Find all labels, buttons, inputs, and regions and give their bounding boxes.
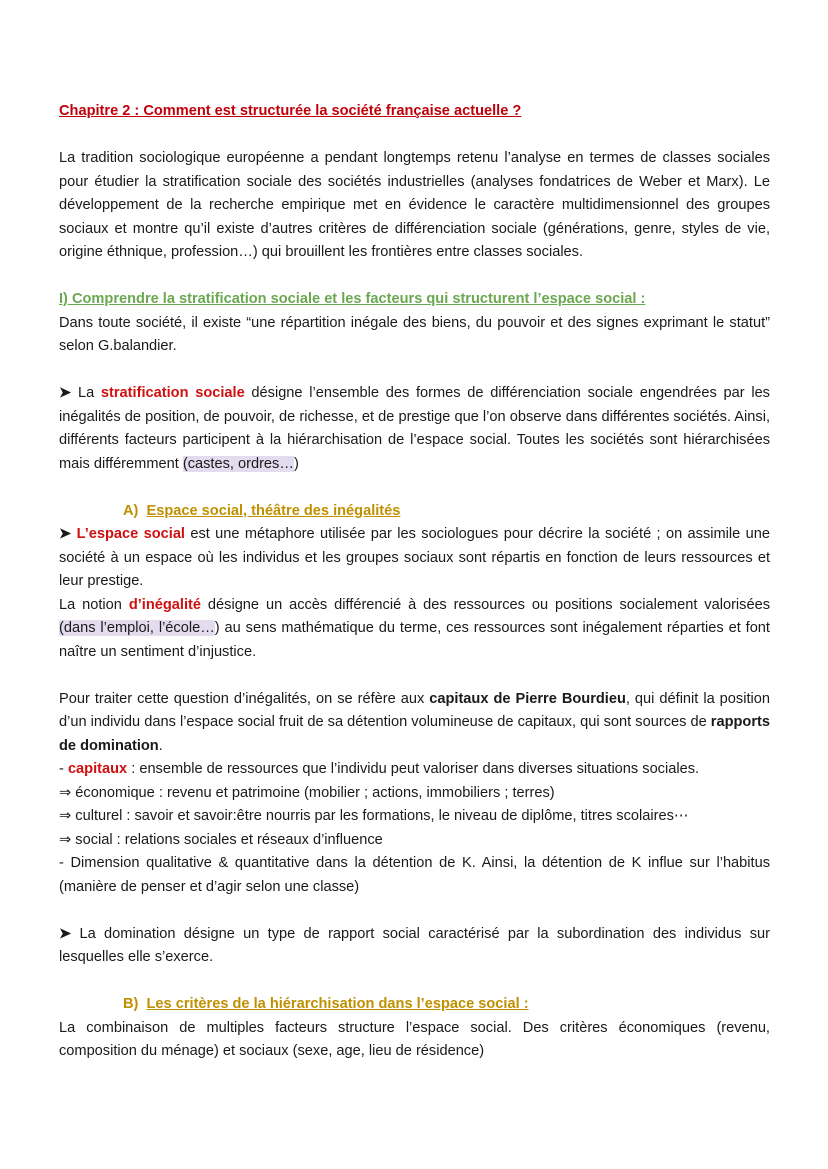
bourdieu-paragraph: Pour traiter cette question d’inégalités, on se réfère aux capitaux de Pierre Bourdieu, qui définit la position d’un individu dans l’espace social fruit de sa détention volumineuse de capitaux, qui sont sources de rapports de domination. [59,690,770,754]
term-espace-social: L’espace social [76,526,185,542]
term-inegalite: d’inégalité [128,596,201,613]
domination-term: rapports de domination [59,714,770,754]
highlight-emploi: (dans l’emploi, l’école… [59,620,215,636]
inegalite-paragraph: La notion d’inégalité désigne un accès différencié à des ressources ou positions socialement valorisées (dans l’emploi, l’école…) au sens mathématique du terme, ces ressources sont inégalement réparties et font naître un sentiment d’injustice. [59,596,770,660]
section-b-title: B) Les critères de la hiérarchisation dans l’espace social : [123,996,529,1012]
arrow-bullet-icon: ➤ [59,526,72,542]
section-1-title: I) Comprendre la stratification sociale et les facteurs qui structurent l’espace social : [59,291,646,307]
bourdieu-term: capitaux de Pierre Bourdieu [429,690,626,707]
domination-paragraph: ➤ La domination désigne un type de rapport social caractérisé par la subordination des individus sur lesquelles elle s’exerce. [59,925,770,965]
capital-item-economique: ⇒ économique : revenu et patrimoine (mobilier ; actions, immobiliers ; terres) [59,784,555,801]
capital-item-social: ⇒ social : relations sociales et réseaux d’influence [59,831,383,848]
chapter-title: Chapitre 2 : Comment est structurée la société française actuelle ? [59,103,522,119]
dimension-paragraph: - Dimension qualitative & quantitative dans la détention de K. Ainsi, la détention de K influe sur l’habitus (manière de penser et d’agir selon une classe) [59,855,770,895]
capital-item-culturel: ⇒ culturel : savoir et savoir:être nourris par les formations, le niveau de diplôme, titres scolaires⋯ [59,808,689,824]
term-capitaux: capitaux [67,761,128,777]
balandier-quote: Dans toute société, il existe “une répartition inégale des biens, du pouvoir et des signes exprimant le statut” selon G.balandier. [59,314,770,354]
arrow-bullet-icon: ➤ [59,385,72,401]
highlight-castes: (castes, ordres… [182,455,294,472]
term-stratification: stratification sociale [100,385,245,401]
arrow-bullet-icon: ➤ [59,925,72,942]
criteres-paragraph: La combinaison de multiples facteurs structure l’espace social. Des critères économiques (revenu, composition du ménage) et sociaux (sexe, age, lieu de résidence) [59,1019,770,1059]
intro-paragraph: La tradition sociologique européenne a pendant longtemps retenu l’analyse en termes de classes sociales pour étudier la stratification sociale des sociétés industrielles (analyses fondatrices de Weber et Marx). Le développement de la recherche empirique met en évidence le caractère multidimensionnel des groupes sociaux et montre qu’il existe d’autres critères de différenciation sociale (générations, genre, styles de vie, origine éthnique, profession…) qui brouillent les frontières entre classes sociales. [59,150,770,260]
document-page [59,100,770,1064]
section-a-title: A) Espace social, théâtre des inégalités [123,502,401,519]
stratification-paragraph: ➤ La stratification sociale désigne l’ensemble des formes de différenciation sociale engendrées par les inégalités de position, de pouvoir, de richesse, et de prestige que l’on observe dans différentes sociétés. Ainsi, différents facteurs participent à la hiérarchisation de l’espace social. Toutes les sociétés sont hiérarchisées mais différemment (castes, ordres…) [59,385,770,472]
capitaux-definition: - capitaux : ensemble de ressources que l’individu peut valoriser dans diverses situations sociales. [59,761,700,777]
espace-social-paragraph: ➤ L’espace social est une métaphore utilisée par les sociologues pour décrire la société ; on assimile une société à un espace où les individus et les groupes sociaux sont répartis en fonction de leurs ressources et leur prestige. [59,526,770,589]
